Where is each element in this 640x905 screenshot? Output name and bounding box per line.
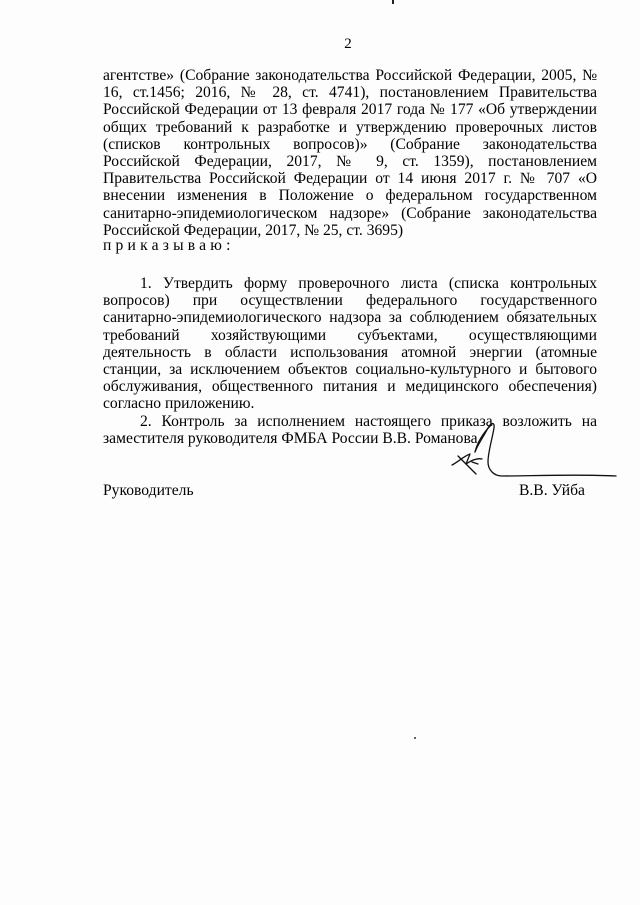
order-item-2: 2. Контроль за исполнением настоящего приказа возложить на заместителя руководителя ФМБА России В.В. Романова. (103, 412, 597, 447)
page-edge-mark (392, 0, 394, 4)
order-word: приказываю: (103, 237, 235, 254)
intro-paragraph: агентстве» (Собрание законодательства Российской Федерации, 2005, № 16, ст.1456; 2016, № 28, ст. 4741), постановлением Правительства Российской Федерации от 13 февраля 2017 года № 177 «Об утверждении общих требований к разработке и утверждению проверочных листов (списков контрольных вопросов)» (Собрание законодательства Российской Федерации, 2017, № 9, ст. 1359), постановлением Правительства Российской Федерации от 14 июня 2017 г. № 707 «О внесении изменения в Положение о федеральном государственном санитарно-эпидемиологическом надзоре» (Собрание законодательства Российской Федерации, 2017, № 25, ст. 3695) (103, 67, 597, 239)
signature-position-label: Руководитель (103, 482, 194, 499)
page-number: 2 (344, 36, 352, 52)
signature-signer-name: В.В. Уйба (519, 482, 585, 499)
order-item-1: 1. Утвердить форму проверочного листа (списка контрольных вопросов) при осуществлении федерального государственного санитарно-эпидемиологического надзора за соблюдением обязательных требований хозяйствующими субъектами, осуществляющими деятельность в области использования атомной энергии (атомные станции, за исключением объектов социально-культурного и бытового обслуживания, общественного питания и медицинского обеспечения) согласно приложению. (103, 275, 597, 413)
handwritten-signature (448, 418, 618, 482)
scan-speck (414, 737, 416, 739)
